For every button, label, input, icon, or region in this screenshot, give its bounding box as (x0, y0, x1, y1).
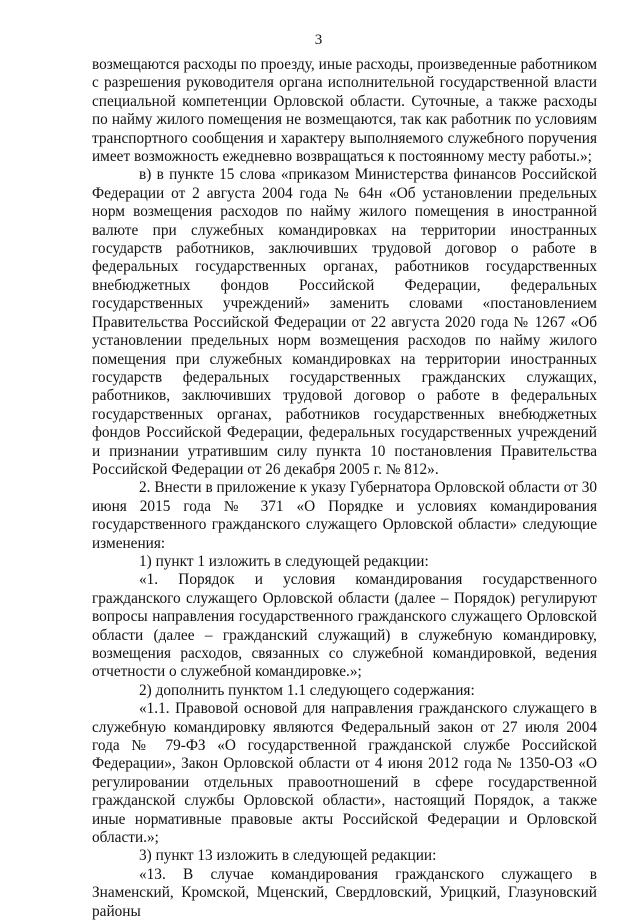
paragraph-item-2: 2) дополнить пунктом 1.1 следующего содержания: (139, 681, 475, 699)
paragraph-clause-1: «1. Порядок и условия командирования государственного гражданского служащего Орловской области (далее – Порядок) регулируют вопросы направления государственного гражданского служащего Орловской области (далее – гражданский служащий) в служебную командировку, возмещения расходов, связанных со служебной командировкой, ведения отчетности о служебной командировке.»; (92, 571, 597, 681)
paragraph-item-3: 3) пункт 13 изложить в следующей редакции: (139, 847, 437, 865)
page-number: 3 (314, 32, 323, 48)
paragraph-item-1: 1) пункт 1 изложить в следующей редакции: (139, 552, 429, 570)
paragraph-clause-1-1: «1.1. Правовой основой для направления гражданского служащего в служебную командировку являются Федеральный закон от 27 июля 2004 года № 79-ФЗ «О государственной гражданской службе Российской Федерации», Закон Орловской области от 4 июня 2012 года № 1350-ОЗ «О регулировании отдельных правоотношений в сфере государственной гражданской службы Орловской области», настоящий Порядок, а также иные нормативные правовые акты Российской Федерации и Орловской области.»; (92, 700, 597, 847)
document-body (92, 56, 597, 921)
paragraph-section-2: 2. Внести в приложение к указу Губернатора Орловской области от 30 июня 2015 года № 371 «О Порядке и условиях командирования государственного гражданского служащего Орловской области» следующие изменения: (92, 479, 597, 552)
paragraph-item-v: в) в пункте 15 слова «приказом Министерства финансов Российской Федерации от 2 августа 2004 года № 64н «Об установлении предельных норм возмещения расходов по найму жилого помещения в иностранной валюте при служебных командировках на территории иностранных государств работников, заключивших трудовой договор о работе в федеральных государственных органах, работников государственных внебюджетных фондов Российской Федерации, федеральных государственных учреждений» заменить словами «постановлением Правительства Российской Федерации от 22 августа 2020 года № 1267 «Об установлении предельных норм возмещения расходов по найму жилого помещения при служебных командировках на территории иностранных государств федеральных государственных гражданских служащих, работников, заключивших трудовой договор о работе в федеральных государственных органах, работников государственных внебюджетных фондов Российской Федерации, федеральных государственных учреждений и признании утратившим силу пункта 10 постановления Правительства Российской Федерации от 26 декабря 2005 г. № 812». (92, 166, 597, 478)
paragraph-continuation: возмещаются расходы по проезду, иные расходы, произведенные работником с разрешения руководителя органа исполнительной государственной власти специальной компетенции Орловской области. Суточные, а также расходы по найму жилого помещения не возмещаются, так как работник по условиям транспортного сообщения и характеру выполняемого служебного поручения имеет возможность ежедневно возвращаться к постоянному месту работы.»; (92, 56, 597, 166)
paragraph-clause-13: «13. В случае командирования гражданского служащего в Знаменский, Кромской, Мценский, Свердловский, Урицкий, Глазуновский районы (92, 865, 597, 920)
